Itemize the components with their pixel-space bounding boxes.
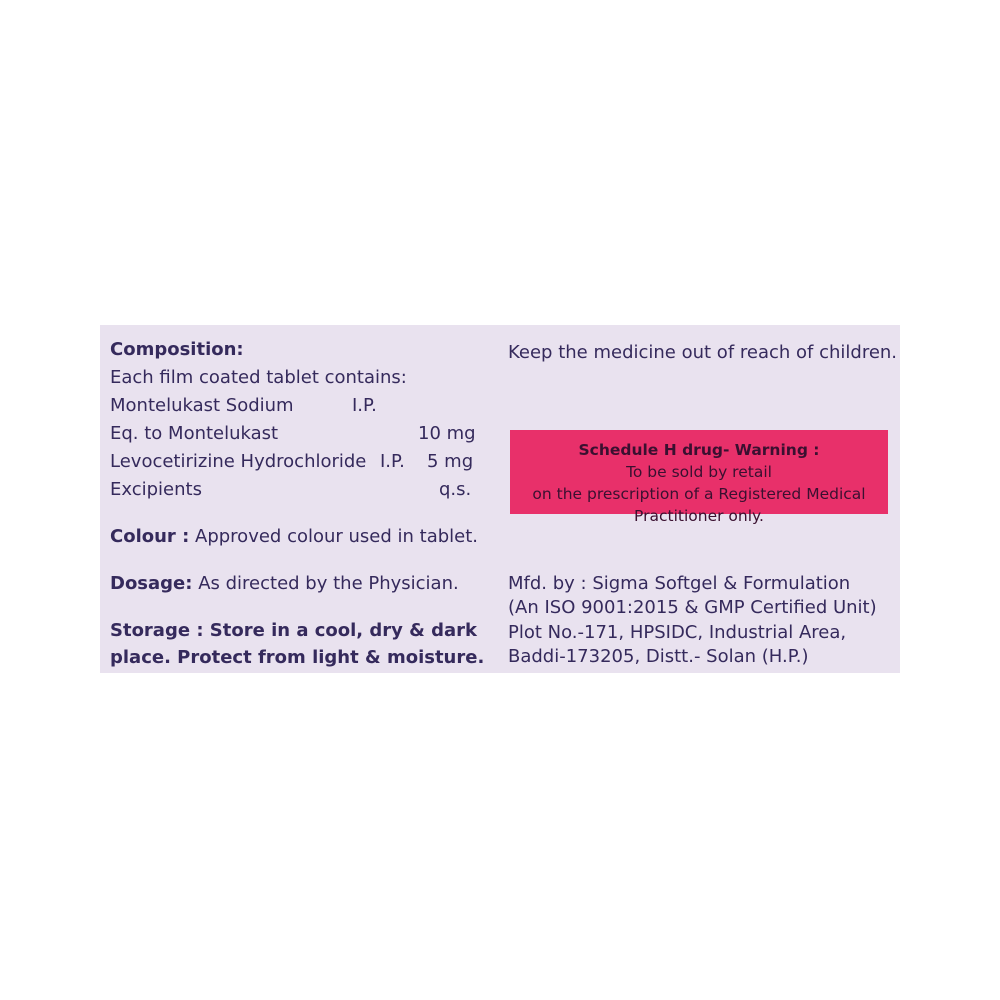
colour-text: Approved colour used in tablet.: [195, 526, 479, 547]
warning-text: To be sold by retail: [626, 463, 772, 481]
manufacturer-line: Plot No.-171, HPSIDC, Industrial Area,: [508, 622, 847, 643]
ingredient-quantity: q.s.: [439, 479, 472, 500]
composition-heading: Composition:: [110, 339, 244, 360]
warning-text: on the prescription of a Registered Medical: [532, 485, 866, 503]
manufacturer-line: Baddi-173205, Distt.- Solan (H.P.): [508, 646, 809, 667]
ingredient-name: Excipients: [110, 479, 202, 500]
colour-label: Colour :: [110, 526, 190, 547]
ingredient-standard: I.P.: [380, 451, 405, 472]
ingredient-name: Eq. to Montelukast: [110, 423, 279, 444]
composition-intro: Each film coated tablet contains:: [110, 367, 407, 388]
colour-row: [110, 526, 478, 548]
warning-label: Schedule H drug- Warning :: [578, 441, 820, 459]
manufacturer-line: Mfd. by : Sigma Softgel & Formulation: [508, 573, 851, 594]
ingredient-name: Levocetirizine Hydrochloride: [110, 451, 367, 472]
ingredient-quantity: 5 mg: [427, 451, 474, 472]
schedule-h-warning-box: [510, 430, 888, 525]
keep-away-notice: Keep the medicine out of reach of children.: [508, 342, 898, 363]
manufacturer-line: (An ISO 9001:2015 & GMP Certified Unit): [508, 597, 877, 618]
ingredient-quantity: 10 mg: [418, 423, 476, 444]
dosage-text: As directed by the Physician.: [198, 573, 459, 594]
medicine-label: [100, 325, 900, 673]
dosage-row: [110, 573, 459, 595]
dosage-label: Dosage:: [110, 573, 193, 594]
ingredient-standard: I.P.: [352, 395, 377, 416]
storage-line: Storage : Store in a cool, dry & dark: [110, 620, 478, 641]
storage-line: place. Protect from light & moisture.: [110, 647, 485, 668]
warning-text: Practitioner only.: [634, 507, 764, 525]
ingredient-name: Montelukast Sodium: [110, 395, 294, 416]
